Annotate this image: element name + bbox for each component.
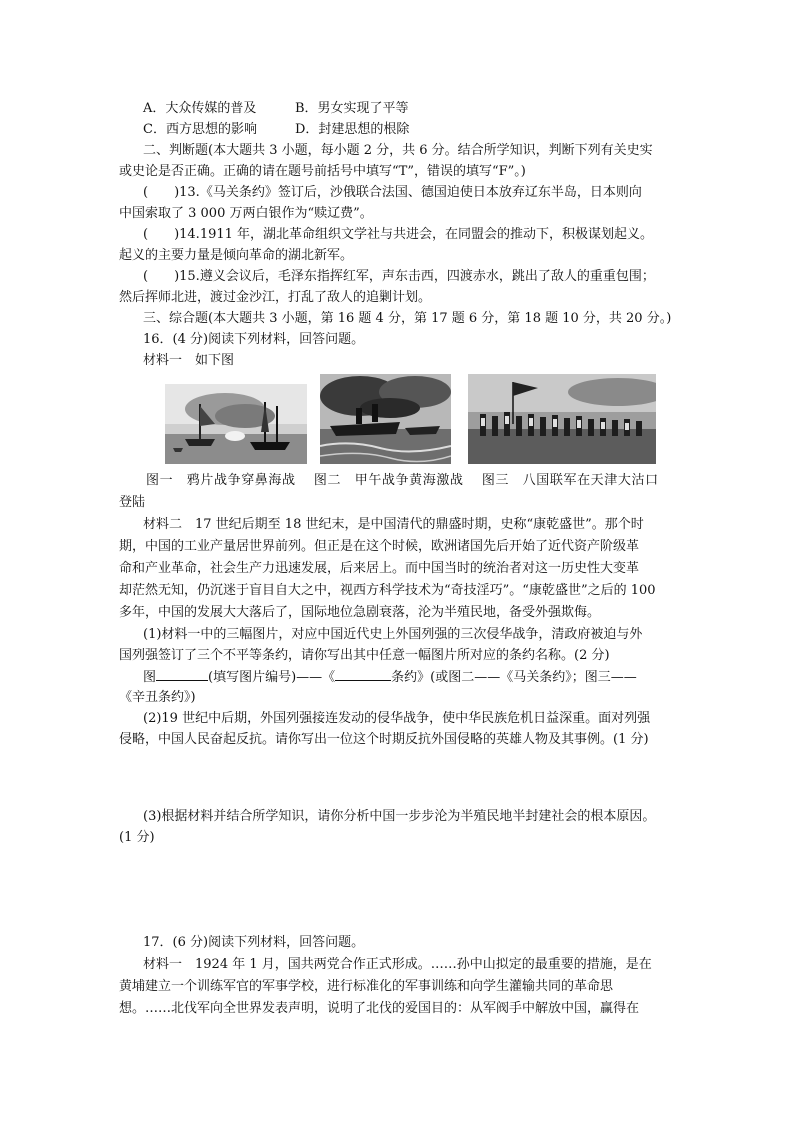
- q16-title: 16．(4 分)阅读下列材料，回答问题。: [143, 332, 365, 347]
- subq2-line1: (2)19 世纪中后期，外国列强接连发动的侵华战争，使中华民族危机日益深重。面对列强: [143, 711, 651, 726]
- option-c: C．西方思想的影响: [143, 122, 257, 137]
- q17-material1-line2: 黄埔建立一个训练军官的军事学校，进行标准化的军事训练和向学生灌输共同的革命思: [119, 979, 614, 994]
- section2-heading-line1: 二、判断题(本大题共 3 小题，每小题 2 分，共 6 分。结合所学知识，判断下列有关史实: [143, 143, 653, 158]
- option-row-1: [143, 98, 409, 119]
- subq1-suffix: 条约》(或图二——《马关条约》；图三——: [391, 670, 637, 685]
- material2-line5: 多年，中国的发展大大落后了，国际地位急剧衰落，沦为半殖民地，备受外强欺侮。: [119, 605, 601, 620]
- subq1-line3: [143, 666, 637, 688]
- material2-line1: 材料二 17 世纪后期至 18 世纪末，是中国清代的鼎盛时期，史称“康乾盛世”。那个时: [143, 517, 644, 532]
- q17-title: 17．(6 分)阅读下列材料，回答问题。: [143, 935, 365, 950]
- subq1-fig-prefix: 图: [143, 670, 157, 685]
- q15-line1: ( )15.遵义会议后，毛泽东指挥红军，声东击西，四渡赤水，跳出了敌人的重重包围；: [143, 269, 655, 284]
- figure-1-opium-war-image: [165, 384, 307, 464]
- option-b: B．男女实现了平等: [295, 101, 409, 116]
- q14-line2: 起义的主要力量是倾向革命的湖北新军。: [119, 248, 354, 263]
- section2-heading-line2: 或史论是否正确。正确的请在题号前括号中填写“T”，错误的填写“F”。): [119, 164, 526, 179]
- material2-line2: 期，中国的工业产量居世界前列。但正是在这个时候，欧洲诸国先后开始了近代资产阶级革: [119, 539, 640, 554]
- option-row-2: [143, 119, 409, 140]
- q17-material1-line3: 想。……北伐军向全世界发表声明，说明了北伐的爱国目的：从军阀手中解放中国，赢得在: [119, 1001, 640, 1016]
- q14-line1: ( )14.1911 年，湖北革命组织文学社与共进会，在同盟会的推动下，积极谋划起义。: [143, 227, 654, 242]
- subq1-mid: (填写图片编号)——《: [208, 670, 336, 685]
- subq1-line2: 国列强签订了三个不平等条约，请你写出其中任意一幅图片所对应的条约名称。(2 分): [119, 648, 610, 663]
- material2-line3: 命和产业革命，社会生产力迅速发展，后来居上。而中国当时的统治者对这一历史性大变革: [119, 561, 640, 576]
- subq3-line1: (3)根据材料并结合所学知识，请你分析中国一步步沦为半殖民地半封建社会的根本原因。: [143, 809, 656, 824]
- treaty-name-blank[interactable]: [335, 666, 391, 681]
- subq1-line4: 《辛丑条约》): [119, 690, 196, 705]
- option-d: D．封建思想的根除: [295, 122, 410, 137]
- section3-heading: 三、综合题(本大题共 3 小题，第 16 题 4 分，第 17 题 6 分，第 18 题 10 分，共 20 分。): [143, 311, 672, 326]
- figure-2-sino-japanese-war-image: [320, 374, 451, 464]
- q15-line2: 然后挥师北进，渡过金沙江，打乱了敌人的追剿计划。: [119, 290, 432, 305]
- figure-caption-line1: 图一 鸦片战争穿鼻海战 图二 甲午战争黄海激战 图三 八国联军在天津大沽口: [146, 473, 659, 488]
- subq2-line2: 侵略，中国人民奋起反抗。请你写出一位这个时期反抗外国侵略的英雄人物及其事例。(1 分): [119, 732, 649, 747]
- material2-line4: 却茫然无知，仍沉迷于盲目自大之中，视西方科学技术为“奇技淫巧”。“康乾盛世”之后的 100: [119, 583, 656, 598]
- q17-material1-line1: 材料一 1924 年 1 月，国共两党合作正式形成。……孙中山拟定的最重要的措施，是在: [143, 957, 652, 972]
- q13-line1: ( )13.《马关条约》签订后，沙俄联合法国、德国迫使日本放弃辽东半岛，日本则向: [143, 185, 642, 200]
- subq3-line2: (1 分): [119, 830, 155, 845]
- q13-line2: 中国索取了 3 000 万两白银作为“赎辽费”。: [119, 206, 373, 221]
- figure-caption-line2: 登陆: [119, 495, 146, 510]
- figure-number-blank[interactable]: [156, 666, 208, 681]
- subq1-line1: (1)材料一中的三幅图片，对应中国近代史上外国列强的三次侵华战争，清政府被迫与外: [143, 627, 643, 642]
- option-a: A．大众传媒的普及: [143, 101, 257, 116]
- figure-3-eight-nation-alliance-image: [468, 374, 656, 464]
- material1-label: 材料一 如下图: [143, 353, 235, 368]
